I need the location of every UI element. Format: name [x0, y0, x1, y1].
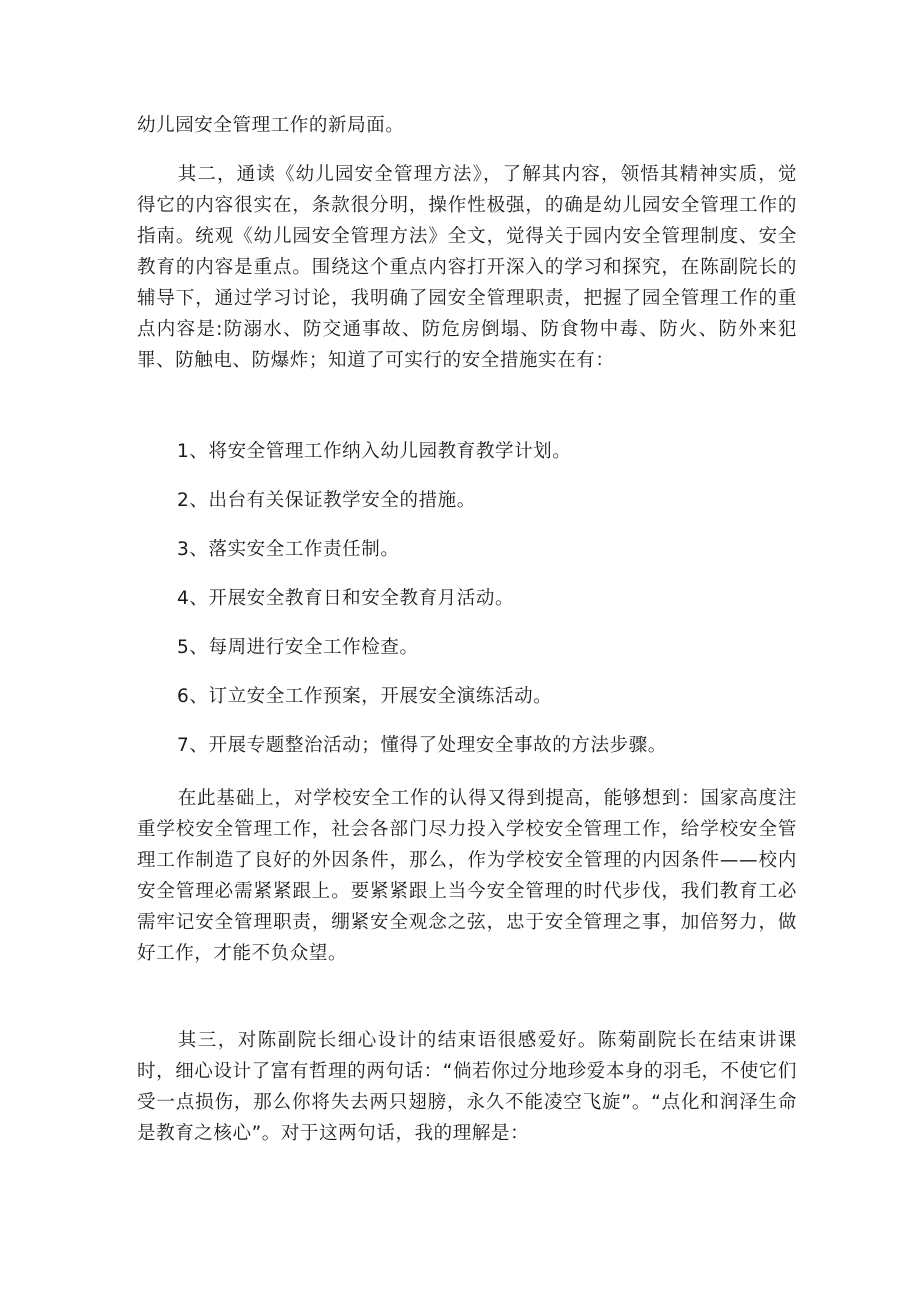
- paragraph-text: 幼儿园安全管理工作的新局面。: [137, 115, 405, 136]
- list-item: 7、开展专题整治活动；懂得了处理安全事故的方法步骤。: [177, 735, 667, 756]
- list-item: 4、开展安全教育日和安全教育月活动。: [177, 588, 515, 609]
- list-item: 5、每周进行安全工作检查。: [177, 637, 419, 658]
- list-item: 1、将安全管理工作纳入幼儿园教育教学计划。: [177, 441, 572, 462]
- paragraph-third-point: [137, 1025, 797, 1149]
- list-item: 2、出台有关保证教学安全的措施。: [177, 490, 476, 511]
- paragraph-reflection: [137, 783, 797, 969]
- list-item: 6、订立安全工作预案，开展安全演练活动。: [177, 686, 553, 707]
- list-item: 3、落实安全工作责任制。: [177, 539, 400, 560]
- paragraph-text: 在此基础上，对学校安全工作的认得又得到提高，能够想到：国家高度注重学校安全管理工作，社会各部门尽力投入学校安全管理工作，给学校安全管理工作制造了良好的外因条件，那么，作为学校安全管理的内因条件——校内安全管理必需紧紧跟上。要紧紧跟上当今安全管理的时代步伐，我们教育工必需牢记安全管理职责，绷紧安全观念之弦，忠于安全管理之事，加倍努力，做好工作，才能不负众望。: [137, 788, 797, 964]
- measures-list: [137, 436, 797, 761]
- paragraph-text: 其二，通读《幼儿园安全管理方法》，了解其内容，领悟其精神实质，觉得它的内容很实在，条款很分明，操作性极强，的确是幼儿园安全管理工作的指南。统观《幼儿园安全管理方法》全文，觉得关于园内安全管理制度、安全教育的内容是重点。围绕这个重点内容打开深入的学习和探究，在陈副院长的辅导下，通过学习讨论，我明确了园安全管理职责，把握了园全管理工作的重点内容是:防溺水、防交通事故、防危房倒塌、防食物中毒、防火、防外来犯罪、防触电、防爆炸；知道了可实行的安全措施实在有：: [137, 164, 797, 371]
- paragraph-second-point: [137, 159, 797, 376]
- paragraph-text: 其三，对陈副院长细心设计的结束语很感爱好。陈菊副院长在结束讲课时，细心设计了富有哲理的两句话：“倘若你过分地珍爱本身的羽毛，不使它们受一点损伤，那么你将失去两只翅膀，永久不能凌空飞旋”。“点化和润泽生命是教育之核心”。对于这两句话，我的理解是：: [137, 1030, 797, 1144]
- paragraph-continuation: [137, 110, 797, 141]
